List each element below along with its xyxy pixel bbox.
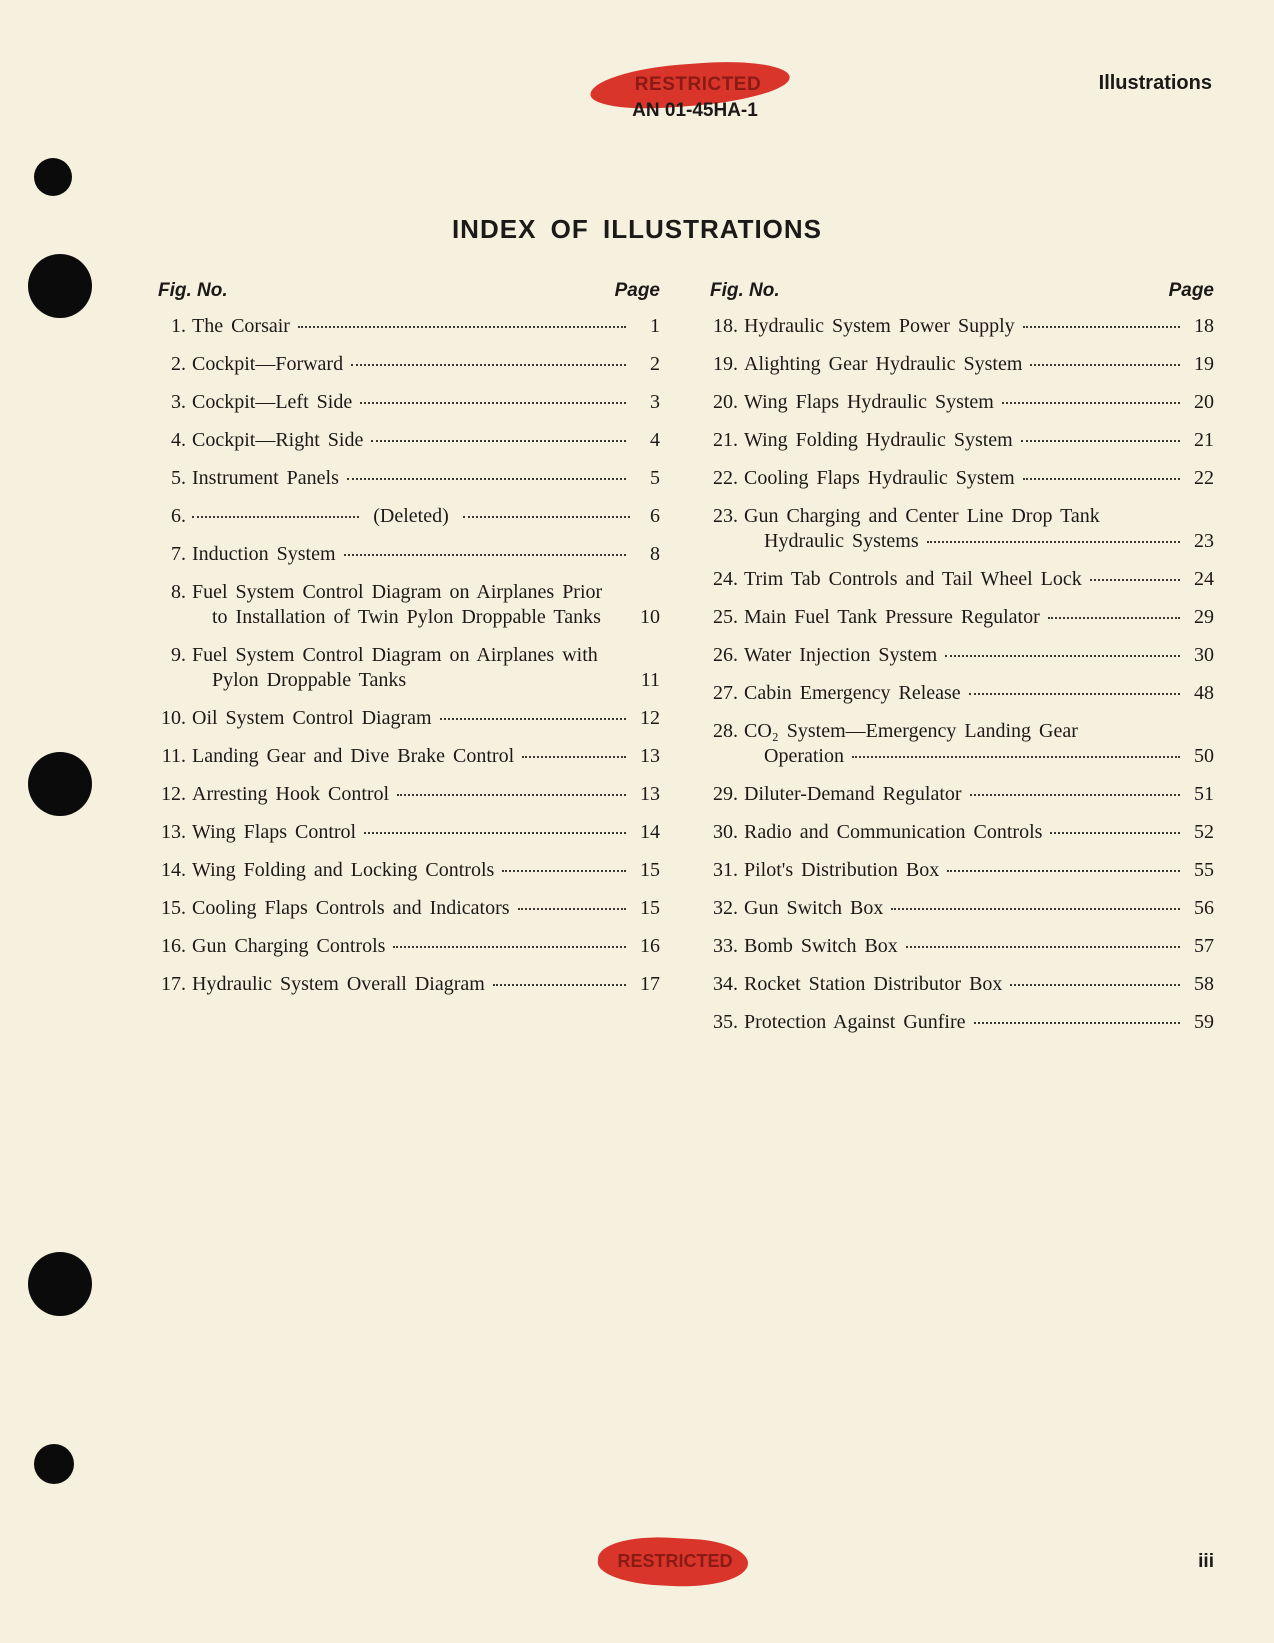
index-entry — [710, 314, 1214, 339]
figure-title — [192, 580, 630, 630]
binder-hole — [28, 1252, 92, 1316]
figure-title-text: Cockpit—Left Side — [192, 391, 353, 413]
figure-number: 23. — [713, 505, 738, 527]
figure-number: 32. — [713, 897, 738, 919]
page-ref: 10 — [640, 606, 660, 628]
figure-title — [744, 390, 1184, 415]
leader-dots — [947, 869, 1180, 872]
figure-title — [192, 934, 630, 959]
leader-dots — [351, 363, 626, 366]
figure-number: 27. — [713, 682, 738, 704]
figure-number: 22. — [713, 467, 738, 489]
figure-title — [744, 605, 1184, 630]
figure-title — [744, 934, 1184, 959]
figure-title — [744, 567, 1184, 592]
figure-title-text: Fuel System Control Diagram on Airplanes with — [192, 644, 598, 666]
page-ref: 20 — [1194, 391, 1214, 413]
leader-dots — [440, 717, 626, 720]
page-ref: 30 — [1194, 644, 1214, 666]
page-ref: 56 — [1194, 897, 1214, 919]
figure-title-text: Induction System — [192, 543, 336, 565]
page-heading: Page — [1168, 280, 1214, 301]
leader-dots — [298, 325, 626, 328]
index-entry — [158, 820, 660, 845]
page-ref: 1 — [650, 315, 660, 337]
figure-number: 2. — [171, 353, 186, 375]
index-entry — [158, 428, 660, 453]
leader-dots — [927, 540, 1180, 543]
figure-title — [744, 820, 1184, 845]
leader-dots — [891, 907, 1180, 910]
page-ref: 16 — [640, 935, 660, 957]
figure-number: 15. — [161, 897, 186, 919]
classification-marking-top: RESTRICTED — [634, 74, 762, 95]
classification-marking-bottom: RESTRICTED — [617, 1551, 733, 1571]
page-ref: 17 — [640, 973, 660, 995]
figure-title-text: Cooling Flaps Hydraulic System — [744, 467, 1015, 489]
leader-dots — [360, 401, 626, 404]
leader-dots — [1021, 439, 1180, 442]
leader-dots — [502, 869, 626, 872]
index-column-left — [158, 280, 660, 1010]
page-ref: 19 — [1194, 353, 1214, 375]
leader-dots — [1010, 983, 1180, 986]
page-ref: 13 — [640, 745, 660, 767]
figure-title — [192, 428, 630, 453]
figure-title-text: The Corsair — [192, 315, 290, 337]
index-entry — [158, 744, 660, 769]
figure-title-text: Wing Flaps Control — [192, 821, 357, 843]
page-ref: 57 — [1194, 935, 1214, 957]
page-ref: 4 — [650, 429, 660, 451]
leader-dots — [906, 945, 1180, 948]
index-entry — [710, 858, 1214, 883]
figure-number: 34. — [713, 973, 738, 995]
figure-title — [744, 896, 1184, 921]
page-number: iii — [1198, 1551, 1214, 1572]
figure-title — [744, 504, 1184, 554]
page-ref: 50 — [1194, 745, 1214, 767]
figure-title — [192, 820, 630, 845]
index-entry — [710, 1010, 1214, 1035]
leader-dots — [1002, 401, 1180, 404]
figure-number: 7. — [171, 543, 186, 565]
index-entry — [710, 820, 1214, 845]
page-ref: 52 — [1194, 821, 1214, 843]
figure-title — [744, 782, 1184, 807]
index-entry — [710, 390, 1214, 415]
leader-dots — [1048, 616, 1180, 619]
binder-hole — [34, 158, 72, 196]
figure-number: 35. — [713, 1011, 738, 1033]
figure-number: 31. — [713, 859, 738, 881]
figure-title-text: Wing Folding Hydraulic System — [744, 429, 1013, 451]
figure-title-text: Cockpit—Right Side — [192, 429, 364, 451]
figure-title-text: Main Fuel Tank Pressure Regulator — [744, 606, 1040, 628]
figure-number: 18. — [713, 315, 738, 337]
page-ref: 6 — [650, 505, 660, 527]
index-entry — [158, 972, 660, 997]
figure-title-text: CO₂ System—Emergency Landing Gear — [744, 720, 1078, 742]
page-ref: 22 — [1194, 467, 1214, 489]
index-entry — [158, 390, 660, 415]
index-entry — [158, 934, 660, 959]
figure-number: 12. — [161, 783, 186, 805]
figure-title-text: Radio and Communication Controls — [744, 821, 1043, 843]
page-title: INDEX OF ILLUSTRATIONS — [451, 214, 823, 244]
figure-number: 21. — [713, 429, 738, 451]
figure-title-text: Cockpit—Forward — [192, 353, 344, 375]
page-ref: 12 — [640, 707, 660, 729]
figure-number: 5. — [171, 467, 186, 489]
page-ref: 8 — [650, 543, 660, 565]
leader-dots — [945, 654, 1180, 657]
figure-title-text: Wing Flaps Hydraulic System — [744, 391, 994, 413]
index-entry — [710, 972, 1214, 997]
binder-hole — [34, 1444, 74, 1484]
section-label: Illustrations — [1098, 72, 1212, 94]
leader-dots — [371, 439, 626, 442]
figure-number: 17. — [161, 973, 186, 995]
figure-number: 26. — [713, 644, 738, 666]
figure-number: 33. — [713, 935, 738, 957]
index-entry — [158, 504, 660, 529]
figure-title — [744, 466, 1184, 491]
page-ref: 3 — [650, 391, 660, 413]
figure-title — [192, 542, 630, 567]
page-ref: 15 — [640, 859, 660, 881]
leader-dots — [969, 692, 1180, 695]
figure-title — [192, 706, 630, 731]
page-ref: 24 — [1194, 568, 1214, 590]
index-entry — [710, 352, 1214, 377]
figure-title-text: (Deleted) — [373, 505, 449, 527]
page-ref: 58 — [1194, 973, 1214, 995]
figure-title-text: Gun Switch Box — [744, 897, 884, 919]
figure-number: 29. — [713, 783, 738, 805]
page-ref: 55 — [1194, 859, 1214, 881]
page-ref: 48 — [1194, 682, 1214, 704]
figure-title — [192, 643, 630, 693]
page-ref: 2 — [650, 353, 660, 375]
figure-title — [744, 719, 1184, 769]
figure-title-text: Pylon Droppable Tanks — [212, 669, 407, 691]
index-entry — [158, 542, 660, 567]
figure-title — [192, 744, 630, 769]
page-ref: 15 — [640, 897, 660, 919]
figure-title — [744, 352, 1184, 377]
figure-number: 19. — [713, 353, 738, 375]
page-ref: 14 — [640, 821, 660, 843]
column-header — [158, 280, 660, 314]
index-entry — [710, 567, 1214, 592]
figure-title — [192, 314, 630, 339]
page-ref: 5 — [650, 467, 660, 489]
figure-title-text: Alighting Gear Hydraulic System — [744, 353, 1023, 375]
page-ref: 51 — [1194, 783, 1214, 805]
figure-title-text: Operation — [764, 745, 844, 767]
index-list-left — [158, 314, 660, 997]
document-number: AN 01-45HA-1 — [632, 100, 758, 121]
column-header — [710, 280, 1214, 314]
page-heading: Page — [614, 280, 660, 301]
figure-title-text: Water Injection System — [744, 644, 938, 666]
figure-number: 28. — [713, 720, 738, 742]
figure-number: 8. — [171, 581, 186, 603]
leader-dots — [1023, 477, 1180, 480]
index-entry — [710, 782, 1214, 807]
figure-title — [744, 858, 1184, 883]
leader-dots — [1030, 363, 1180, 366]
index-entry — [710, 466, 1214, 491]
page-ref: 13 — [640, 783, 660, 805]
figure-number: 16. — [161, 935, 186, 957]
leader-dots — [1090, 578, 1180, 581]
figure-title — [192, 858, 630, 883]
figure-title-text: Fuel System Control Diagram on Airplanes Prior — [192, 581, 603, 603]
index-entry — [710, 504, 1214, 554]
figure-title-text: Hydraulic System Overall Diagram — [192, 973, 485, 995]
figure-number: 11. — [161, 745, 186, 767]
figure-title-text: Pilot's Distribution Box — [744, 859, 940, 881]
figure-title-text: Wing Folding and Locking Controls — [192, 859, 495, 881]
index-entry — [710, 681, 1214, 706]
figure-number: 20. — [713, 391, 738, 413]
figure-title — [192, 972, 630, 997]
leader-dots — [974, 1021, 1180, 1024]
leader-dots — [522, 755, 626, 758]
figure-title — [192, 352, 630, 377]
figure-title — [744, 1010, 1184, 1035]
leader-dots — [493, 983, 626, 986]
page-ref: 11 — [640, 669, 660, 691]
figure-number: 1. — [171, 315, 186, 337]
figure-title-text: Hydraulic Systems — [764, 530, 919, 552]
figure-title-text: Oil System Control Diagram — [192, 707, 432, 729]
page-ref: 59 — [1194, 1011, 1214, 1033]
figure-title — [192, 896, 630, 921]
figure-title-text: Diluter-Demand Regulator — [744, 783, 962, 805]
figure-title-text: Hydraulic System Power Supply — [744, 315, 1015, 337]
figure-title-text: Trim Tab Controls and Tail Wheel Lock — [744, 568, 1082, 590]
index-entry — [710, 643, 1214, 668]
figure-number: 30. — [713, 821, 738, 843]
index-entry — [158, 352, 660, 377]
index-entry — [158, 466, 660, 491]
figure-title-text: Gun Charging and Center Line Drop Tank — [744, 505, 1100, 527]
figure-number: 14. — [161, 859, 186, 881]
page-ref: 18 — [1194, 315, 1214, 337]
figure-title-text: Landing Gear and Dive Brake Control — [192, 745, 515, 767]
index-entry — [158, 580, 660, 630]
index-entry — [710, 605, 1214, 630]
figure-number: 9. — [171, 644, 186, 666]
figure-title-text: Rocket Station Distributor Box — [744, 973, 1003, 995]
leader-dots — [1050, 831, 1180, 834]
figure-title-text: Cooling Flaps Controls and Indicators — [192, 897, 510, 919]
page-ref: 21 — [1194, 429, 1214, 451]
figure-title — [192, 782, 630, 807]
index-list-right — [710, 314, 1214, 1035]
index-entry — [158, 896, 660, 921]
leader-dots — [397, 793, 626, 796]
leader-dots — [393, 945, 626, 948]
leader-dots — [344, 553, 626, 556]
figure-title-text: Bomb Switch Box — [744, 935, 898, 957]
index-entry — [158, 858, 660, 883]
figure-title-text: Cabin Emergency Release — [744, 682, 961, 704]
figure-title — [192, 504, 630, 529]
figure-title — [744, 643, 1184, 668]
index-entry — [158, 706, 660, 731]
index-column-right — [710, 280, 1214, 1048]
figure-title — [744, 314, 1184, 339]
page-ref: 29 — [1194, 606, 1214, 628]
leader-dots — [970, 793, 1180, 796]
index-entry — [710, 719, 1214, 769]
figure-title-text: Arresting Hook Control — [192, 783, 390, 805]
figure-number: 4. — [171, 429, 186, 451]
index-entry — [710, 428, 1214, 453]
figure-number: 3. — [171, 391, 186, 413]
figure-number: 24. — [713, 568, 738, 590]
fig-no-heading: Fig. No. — [710, 280, 780, 301]
figure-title-text: Instrument Panels — [192, 467, 339, 489]
leader-dots — [364, 831, 626, 834]
leader-dots — [1023, 325, 1180, 328]
index-entry — [710, 934, 1214, 959]
figure-title-text: Gun Charging Controls — [192, 935, 386, 957]
figure-number: 25. — [713, 606, 738, 628]
figure-title — [192, 466, 630, 491]
figure-title-text: to Installation of Twin Pylon Droppable Tanks — [212, 606, 601, 628]
figure-title — [192, 390, 630, 415]
leader-dots — [518, 907, 626, 910]
leader-dots — [347, 477, 626, 480]
fig-no-heading: Fig. No. — [158, 280, 228, 301]
index-entry — [158, 643, 660, 693]
figure-title — [744, 681, 1184, 706]
index-entry — [158, 314, 660, 339]
binder-hole — [28, 254, 92, 318]
figure-title — [744, 972, 1184, 997]
figure-number: 13. — [161, 821, 186, 843]
figure-number: 6. — [171, 505, 186, 527]
binder-hole — [28, 752, 92, 816]
figure-title-text: Protection Against Gunfire — [744, 1011, 966, 1033]
page-ref: 23 — [1194, 530, 1214, 552]
figure-number: 10. — [161, 707, 186, 729]
figure-title — [744, 428, 1184, 453]
leader-dots — [852, 755, 1180, 758]
index-entry — [158, 782, 660, 807]
index-entry — [710, 896, 1214, 921]
